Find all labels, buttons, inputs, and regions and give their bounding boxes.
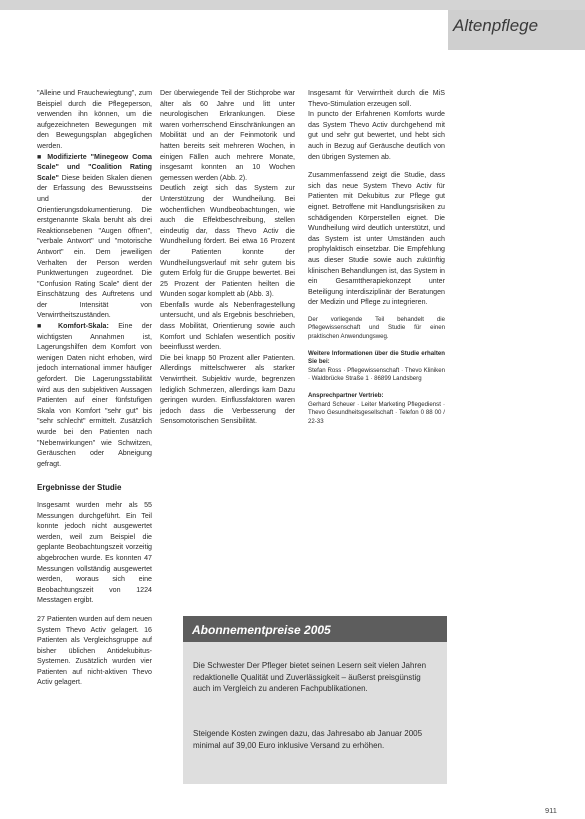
note-text: Der vorliegende Teil behandelt die Pflegewissenschaft und Studie für einen praktischen Anwendungsweg. bbox=[308, 315, 445, 341]
paragraph: Zusammenfassend zeigt die Studie, dass sich das neue System Thevo Activ für Patienten mit Dekubitus zur Pflege gut eignet. Betroffene mit Handlungsrisiken zu schädigenden Körperstellen eignet. Die Wundheilung wird deutlich unterstützt, und das System ist unter Umständen auch prophylaktisch einsetzbar. Die Empfehlung aus dieser Studie sowie auch zukünftig klinischen Behandlungen ist, das System in ein Gesamttherapiekonzept unter Beteiligung interdisziplinär der Beratungen der Medizin und Pflege zu integrieren. bbox=[308, 171, 445, 307]
paragraph: 27 Patienten wurden auf dem neuen System Thevo Activ gelagert. 16 Patienten als Vergleichsgruppe auf bisher üblichen Antidekubitus-Systemen. Zusätzlich wurden vier Patienten auf nicht-aktiven Thevo Activ gelagert. bbox=[37, 614, 152, 687]
contact-address: Stefan Ross · Pflegewissenschaft · Thevo Kliniken · Waldbrücke Straße 1 · 86899 Landsberg bbox=[308, 366, 445, 383]
paragraph: In puncto der Erfahrenen Komforts wurde das System Thevo Activ durchgehend mit gut und sehr gut bewertet, und hebt sich auch in Bezug auf Geräusche deutlich von den übrigen Systemen ab. bbox=[308, 110, 445, 161]
bullet-icon: ■ bbox=[37, 152, 48, 161]
sales-heading: Ansprechpartner Vertrieb: bbox=[308, 392, 384, 400]
paragraph bbox=[37, 152, 152, 322]
paragraph-lead: Modifizierte "Minegeow Coma Scale" und "Coalition Rating Scale" bbox=[37, 152, 152, 182]
page-number: 911 bbox=[545, 806, 557, 815]
column-2 bbox=[160, 88, 295, 427]
section-subheading: Ergebnisse der Studie bbox=[37, 483, 122, 493]
subscription-box bbox=[183, 616, 447, 784]
box-title: Abonnementpreise 2005 bbox=[192, 623, 331, 637]
section-title: Altenpflege bbox=[453, 16, 539, 35]
paragraph: Deutlich zeigt sich das System zur Unterstützung der Wundheilung. Bei wöchentlichen Wundbeobachtungen, wie auch die Effektbeschreibung, stellen eindeutig dar, dass Thevo Activ die Wundheilung fördert. Bei etwa 16 Prozent der Patienten konnte der Wundheilungsverlauf mit sehr gutem bis gutem Erfolg für die Gruppe bewertet. Bei 25 Prozent der Patienten heilten die Wunden sogar komplett ab (Abb. 3). bbox=[160, 184, 295, 299]
paragraph-text: Diese beiden Skalen dienen der Erfassung des Bewusstseins und der Orientierungsdokumentierung. Die erstgenannte Skala beruht als drei Reaktionsebenen "Augen öffnen", "verbale Antwort" und "motorische Antwort" ein. Dem jeweiligen Verhalten der Person werden Punktwertungen zugeordnet. Die "Confusion Rating Scale" dient der Einschätzung des Auftretens und der Intensität von Verwirrtheitszuständen. bbox=[37, 173, 152, 320]
paragraph: Der überwiegende Teil der Stichprobe war älter als 60 Jahre und litt unter neurologischen Erkrankungen. Diese waren vorherrschend Einschränkungen an Mobilität und an der Feinmotorik und hatten bereits seit mehreren Wochen, in einigen Fällen auch mehrere Monate, insgesamt konnten an 10 Wochen gemessen werden (Abb. 2). bbox=[160, 89, 295, 182]
bullet-icon: ■ bbox=[37, 322, 58, 331]
sales-contact: Gerhard Scheuer · Leiter Marketing Pflegedienst · Thevo Gesundheitsgesellschaft · Telefon 0 88 00 / 22-33 bbox=[308, 400, 445, 425]
box-paragraph: Die Schwester Der Pfleger bietet seinen Lesern seit vielen Jahren redaktionelle Qualität und Zuverlässigkeit – äußerst preisgünstig auch im Vergleich zu anderen Fachpublikationen. bbox=[193, 661, 427, 693]
column-1 bbox=[37, 88, 152, 688]
paragraph: "Alleine und Frauchewiegtung", zum Beispiel durch die Pflegeperson, verwenden ihn können, um die aufgezeichneten Bewegungen mit den Bewegungsplan abgeglichen werden. bbox=[37, 89, 152, 150]
contact-heading: Weitere Informationen über die Studie erhalten Sie bei: bbox=[308, 349, 445, 366]
paragraph bbox=[37, 321, 152, 469]
paragraph: Insgesamt wurden mehr als 55 Messungen durchgeführt. Ein Teil konnte jedoch nicht ausgewertet werden, weil zum Beispiel die geplante Beobachtungszeit vorzeitig abgebrochen wurde. Es konnten 47 Messungen vollständig ausgewertet werden, woraus sich eine Beobachtungszeit von 1224 Messtagen ergibt. bbox=[37, 500, 152, 605]
paragraph-lead: Komfort-Skala: bbox=[58, 322, 109, 331]
paragraph: Insgesamt für Verwirrtheit durch die MiS Thevo-Stimulation erzeugen soll. bbox=[308, 89, 445, 108]
header-bar bbox=[0, 0, 585, 10]
paragraph: Die bei knapp 50 Prozent aller Patienten. Allerdings mittelschwerer als starker Verwirrtheit. Subjektiv wurde, begrenzen lediglich Schmerzen, allerdings kam Dazu geringen wurden. Einflussfaktoren waren jedoch dass die Verbesserung der Sensomotorischen Sensibilität. bbox=[160, 353, 295, 426]
paragraph-text: Eine der wichtigsten Annahmen ist, Lagerungshilfen dem Komfort von wenigen Daten nicht erhoben, wird jedoch international immer häufiger gefordert. Die Lagerungsstabilität wird aus den subjektiven Aussagen Patienten auf einer fünfstufigen Skala von Komfort "sehr gut" bis "sehr schlecht" ermittelt. Zusätzlich wurde bei den Patienten nach "Nebenwirkungen" wie Schwitzen, Geräuschen oder Abneigung gefragt. bbox=[37, 322, 152, 468]
column-3 bbox=[308, 88, 445, 426]
paragraph: Ebenfalls wurde als Nebenfragestellung untersucht, und als Ergebnis beschrieben, dass Mobilität, Orientierung sowie auch Komfort und Schlafen wesentlich positiv beeinflusst werden. bbox=[160, 300, 295, 352]
box-paragraph: Steigende Kosten zwingen dazu, das Jahresabo ab Januar 2005 minimal auf 39,00 Euro inklusive Versand zu erhöhen. bbox=[193, 729, 423, 750]
